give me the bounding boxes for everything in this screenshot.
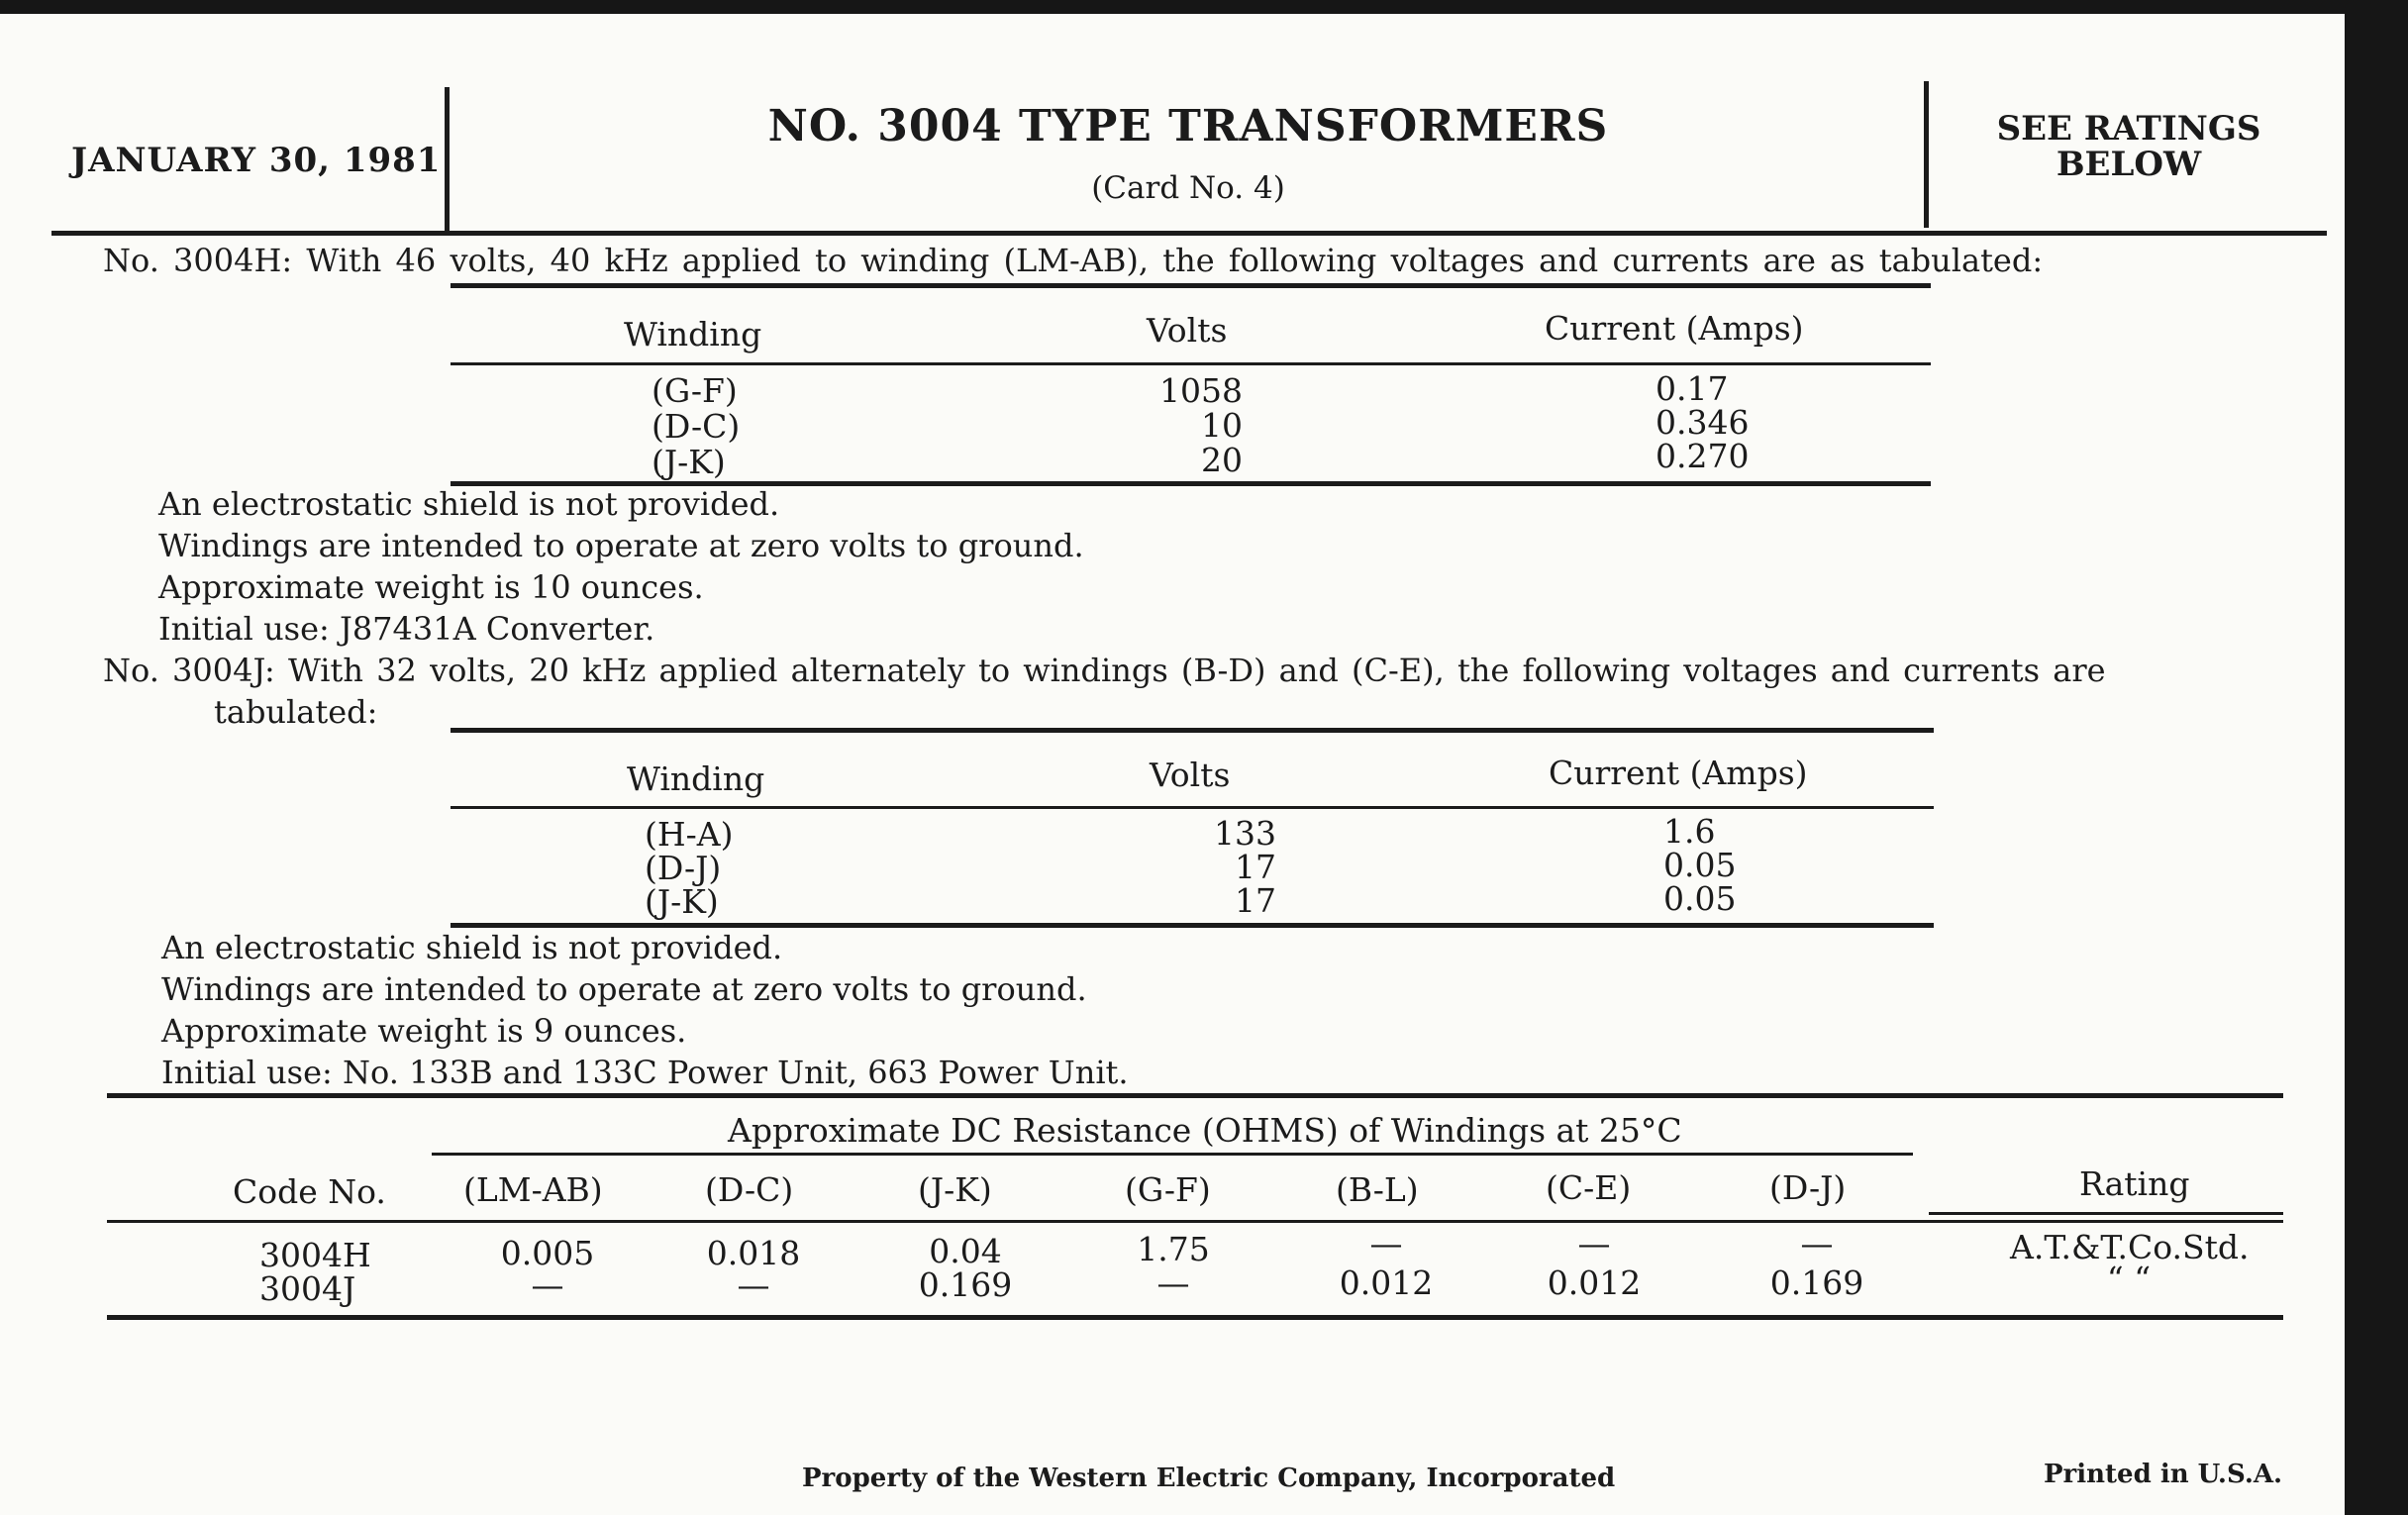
scan-right-edge [2345, 0, 2408, 1515]
j-note-weight: Approximate weight is 9 ounces. [161, 1012, 687, 1050]
res-row2-code: 3004J [259, 1269, 356, 1308]
h-note-weight: Approximate weight is 10 ounces. [158, 568, 704, 606]
h-row3-volts: 20 [1201, 441, 1243, 479]
h-row2-current: 0.346 [1656, 403, 1750, 442]
res-row2-d-j: 0.169 [1769, 1263, 1864, 1302]
j-table-header-rule [451, 806, 1934, 809]
res-col-lm-ab: (LM-AB) [463, 1170, 603, 1209]
header-rule [51, 231, 2327, 236]
h-row1-current: 0.17 [1656, 369, 1729, 408]
spec-card [0, 14, 2345, 1515]
j-intro-line2: tabulated: [214, 693, 378, 731]
res-col-c-e: (C-E) [1546, 1168, 1632, 1207]
card-date: JANUARY 30, 1981 [71, 141, 442, 180]
res-col-code: Code No. [233, 1172, 386, 1211]
res-row2-j-k: 0.169 [918, 1265, 1013, 1304]
footer-printed: Printed in U.S.A. [2044, 1460, 2283, 1489]
h-row3-current: 0.270 [1656, 437, 1750, 475]
h-row1-winding: (G-F) [652, 371, 738, 410]
res-group-title: Approximate DC Resistance (OHMS) of Windings at 25°C [728, 1111, 1682, 1150]
h-note-use: Initial use: J87431A Converter. [158, 610, 655, 648]
h-row1-volts: 1058 [1159, 371, 1243, 410]
res-col-d-c: (D-C) [705, 1170, 794, 1209]
header-divider-right [1924, 81, 1929, 228]
res-row1-g-f: 1.75 [1137, 1230, 1210, 1268]
h-intro: No. 3004H: With 46 volts, 40 kHz applied to winding (LM-AB), the following voltages and currents are as tabulated: [103, 242, 2044, 279]
j-row1-volts: 133 [1214, 814, 1276, 853]
j-row2-winding: (D-J) [645, 849, 722, 887]
h-note-ground: Windings are intended to operate at zero volts to ground. [158, 527, 1084, 564]
res-group-rule [432, 1153, 1913, 1156]
res-row1-b-l: — [1369, 1224, 1403, 1262]
j-row3-volts: 17 [1235, 881, 1276, 920]
j-row2-volts: 17 [1235, 848, 1276, 886]
ratings-note-line1: SEE RATINGS [1996, 109, 2261, 149]
res-col-rating: Rating [2079, 1164, 2190, 1203]
h-table-header-rule [451, 362, 1931, 365]
card-number: (Card No. 4) [1091, 170, 1285, 206]
h-table [451, 283, 1931, 491]
res-row1-c-e: — [1577, 1224, 1611, 1262]
h-col-winding: Winding [624, 315, 762, 354]
header-divider-left [445, 87, 450, 234]
h-table-top-rule [451, 283, 1931, 288]
scan-top-edge [0, 0, 2408, 14]
h-col-volts: Volts [1147, 311, 1228, 350]
j-note-shield: An electrostatic shield is not provided. [161, 929, 783, 966]
j-row2-current: 0.05 [1663, 846, 1737, 884]
res-row2-g-f: — [1156, 1263, 1190, 1302]
res-row1-rating: A.T.&T.Co.Std. [2010, 1228, 2250, 1266]
res-row2-d-c: — [737, 1265, 770, 1304]
j-note-use: Initial use: No. 133B and 133C Power Unit, 663 Power Unit. [161, 1054, 1129, 1091]
h-row3-winding: (J-K) [652, 443, 726, 481]
j-col-volts: Volts [1150, 756, 1231, 794]
j-row3-current: 0.05 [1663, 879, 1737, 918]
h-col-current: Current (Amps) [1545, 309, 1804, 348]
j-table [451, 728, 1934, 936]
res-row1-lm-ab: 0.005 [500, 1234, 595, 1272]
j-col-winding: Winding [627, 759, 765, 798]
res-header-rule [107, 1220, 2283, 1223]
res-row1-d-c: 0.018 [706, 1234, 801, 1272]
res-row2-c-e: 0.012 [1547, 1263, 1642, 1302]
j-table-top-rule [451, 728, 1934, 733]
ratings-note [1941, 111, 2317, 182]
card-title: NO. 3004 TYPE TRANSFORMERS [767, 101, 1609, 152]
j-row1-current: 1.6 [1663, 812, 1716, 851]
res-row1-j-k: 0.04 [929, 1232, 1002, 1270]
res-row2-lm-ab: — [531, 1265, 564, 1304]
j-table-bottom-rule [451, 923, 1934, 928]
res-col-j-k: (J-K) [918, 1170, 992, 1209]
ratings-note-line2: BELOW [2056, 145, 2202, 184]
h-row2-volts: 10 [1201, 406, 1243, 445]
j-note-ground: Windings are intended to operate at zero volts to ground. [161, 970, 1087, 1008]
res-bottom-rule [107, 1315, 2283, 1320]
h-note-shield: An electrostatic shield is not provided. [158, 485, 780, 523]
res-top-rule [107, 1093, 2283, 1098]
footer-property: Property of the Western Electric Company, Incorporated [802, 1464, 1616, 1493]
res-col-d-j: (D-J) [1769, 1168, 1847, 1207]
res-col-b-l: (B-L) [1336, 1170, 1419, 1209]
res-row1-code: 3004H [259, 1236, 371, 1274]
h-row2-winding: (D-C) [652, 407, 741, 446]
res-row2-rating: “ “ [2106, 1260, 2152, 1298]
res-rating-rule [1929, 1212, 2283, 1215]
res-row1-d-j: — [1800, 1224, 1834, 1262]
res-row2-b-l: 0.012 [1339, 1263, 1434, 1302]
j-intro-line1: No. 3004J: With 32 volts, 20 kHz applied alternately to windings (B-D) and (C-E), the following voltages and currents are [103, 652, 2106, 689]
j-col-current: Current (Amps) [1549, 754, 1808, 792]
j-row3-winding: (J-K) [645, 882, 719, 921]
res-col-g-f: (G-F) [1125, 1170, 1211, 1209]
j-row1-winding: (H-A) [645, 815, 734, 854]
